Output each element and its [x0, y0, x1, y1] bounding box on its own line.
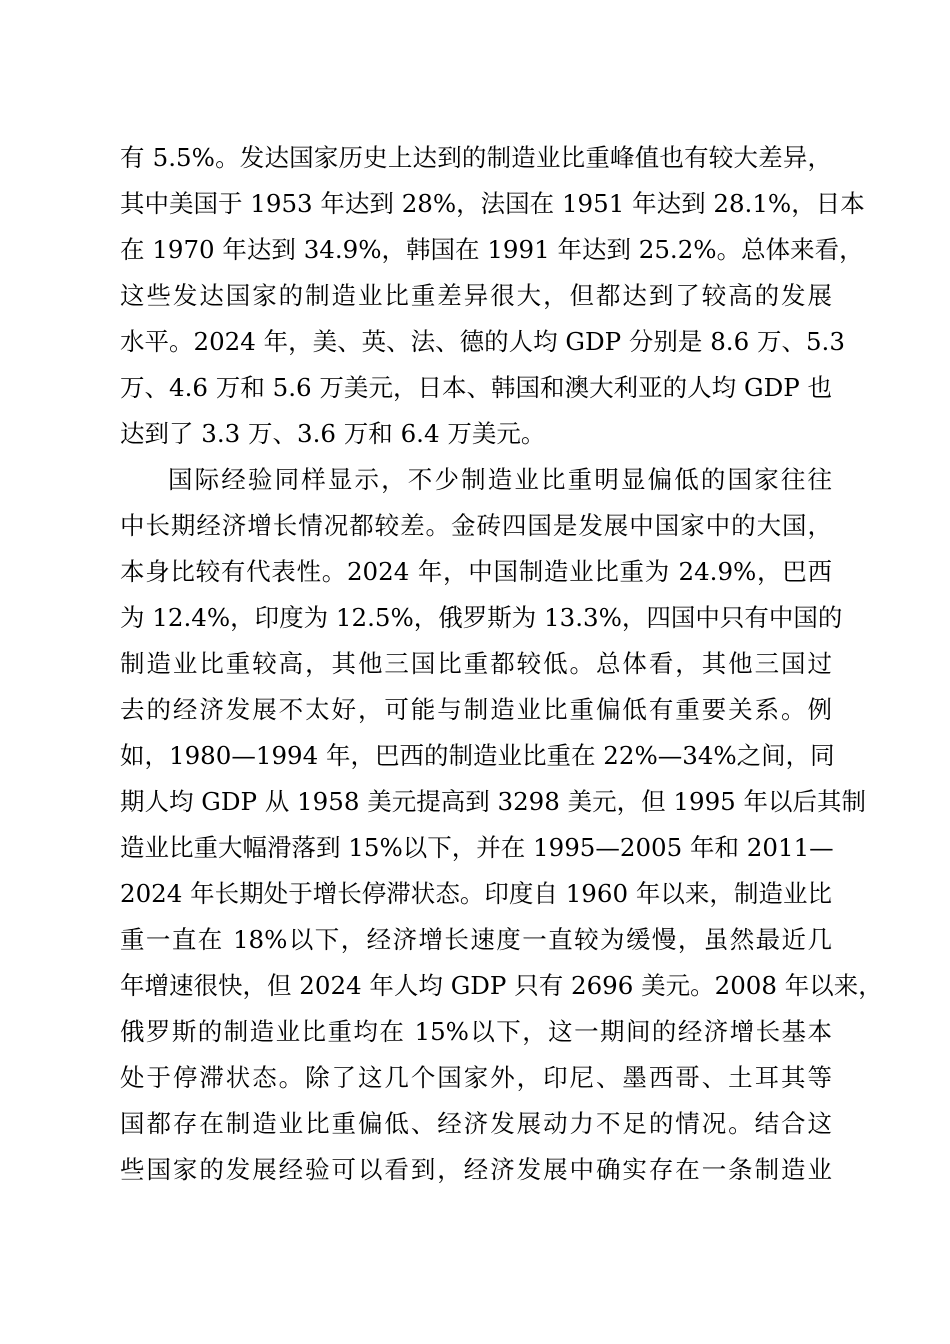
text-line: 处于停滞状态。除了这几个国家外，印尼、墨西哥、土耳其等 [120, 1063, 832, 1092]
text-line: 国都存在制造业比重偏低、经济发展动力不足的情况。结合这 [120, 1109, 832, 1138]
text-line: 如，1980—1994 年，巴西的制造业比重在 22%—34%之间，同 [120, 741, 835, 770]
text-line: 年增速很快，但 2024 年人均 GDP 只有 2696 美元。2008 年以来， [120, 971, 883, 1000]
text-line: 期人均 GDP 从 1958 美元提高到 3298 美元，但 1995 年以后其制 [120, 787, 867, 816]
text-line: 去的经济发展不太好，可能与制造业比重偏低有重要关系。例 [120, 695, 832, 724]
text-line: 水平。2024 年，美、英、法、德的人均 GDP 分别是 8.6 万、5.3 [120, 327, 845, 356]
text-line: 达到了 3.3 万、3.6 万和 6.4 万美元。 [120, 419, 546, 448]
text-line: 国际经验同样显示，不少制造业比重明显偏低的国家往往 [168, 465, 832, 494]
text-line: 这些发达国家的制造业比重差异很大，但都达到了较高的发展 [120, 281, 832, 310]
text-line: 重一直在 18%以下，经济增长速度一直较为缓慢，虽然最近几 [120, 925, 832, 954]
text-line: 造业比重大幅滑落到 15%以下，并在 1995—2005 年和 2011— [120, 833, 834, 862]
text-line: 2024 年长期处于增长停滞状态。印度自 1960 年以来，制造业比 [120, 879, 832, 908]
text-line: 制造业比重较高，其他三国比重都较低。总体看，其他三国过 [120, 649, 832, 678]
text-line: 在 1970 年达到 34.9%，韩国在 1991 年达到 25.2%。总体来看， [120, 235, 864, 264]
text-line: 些国家的发展经验可以看到，经济发展中确实存在一条制造业 [120, 1155, 832, 1184]
text-line: 万、4.6 万和 5.6 万美元，日本、韩国和澳大利亚的人均 GDP 也 [120, 373, 832, 402]
text-line: 有 5.5%。发达国家历史上达到的制造业比重峰值也有较大差异， [120, 143, 832, 172]
text-line: 中长期经济增长情况都较差。金砖四国是发展中国家中的大国， [120, 511, 832, 540]
text-line: 俄罗斯的制造业比重均在 15%以下，这一期间的经济增长基本 [120, 1017, 832, 1046]
text-line: 其中美国于 1953 年达到 28%，法国在 1951 年达到 28.1%，日本 [120, 189, 865, 218]
text-line: 本身比较有代表性。2024 年，中国制造业比重为 24.9%，巴西 [120, 557, 832, 586]
text-line: 为 12.4%，印度为 12.5%，俄罗斯为 13.3%，四国中只有中国的 [120, 603, 843, 632]
